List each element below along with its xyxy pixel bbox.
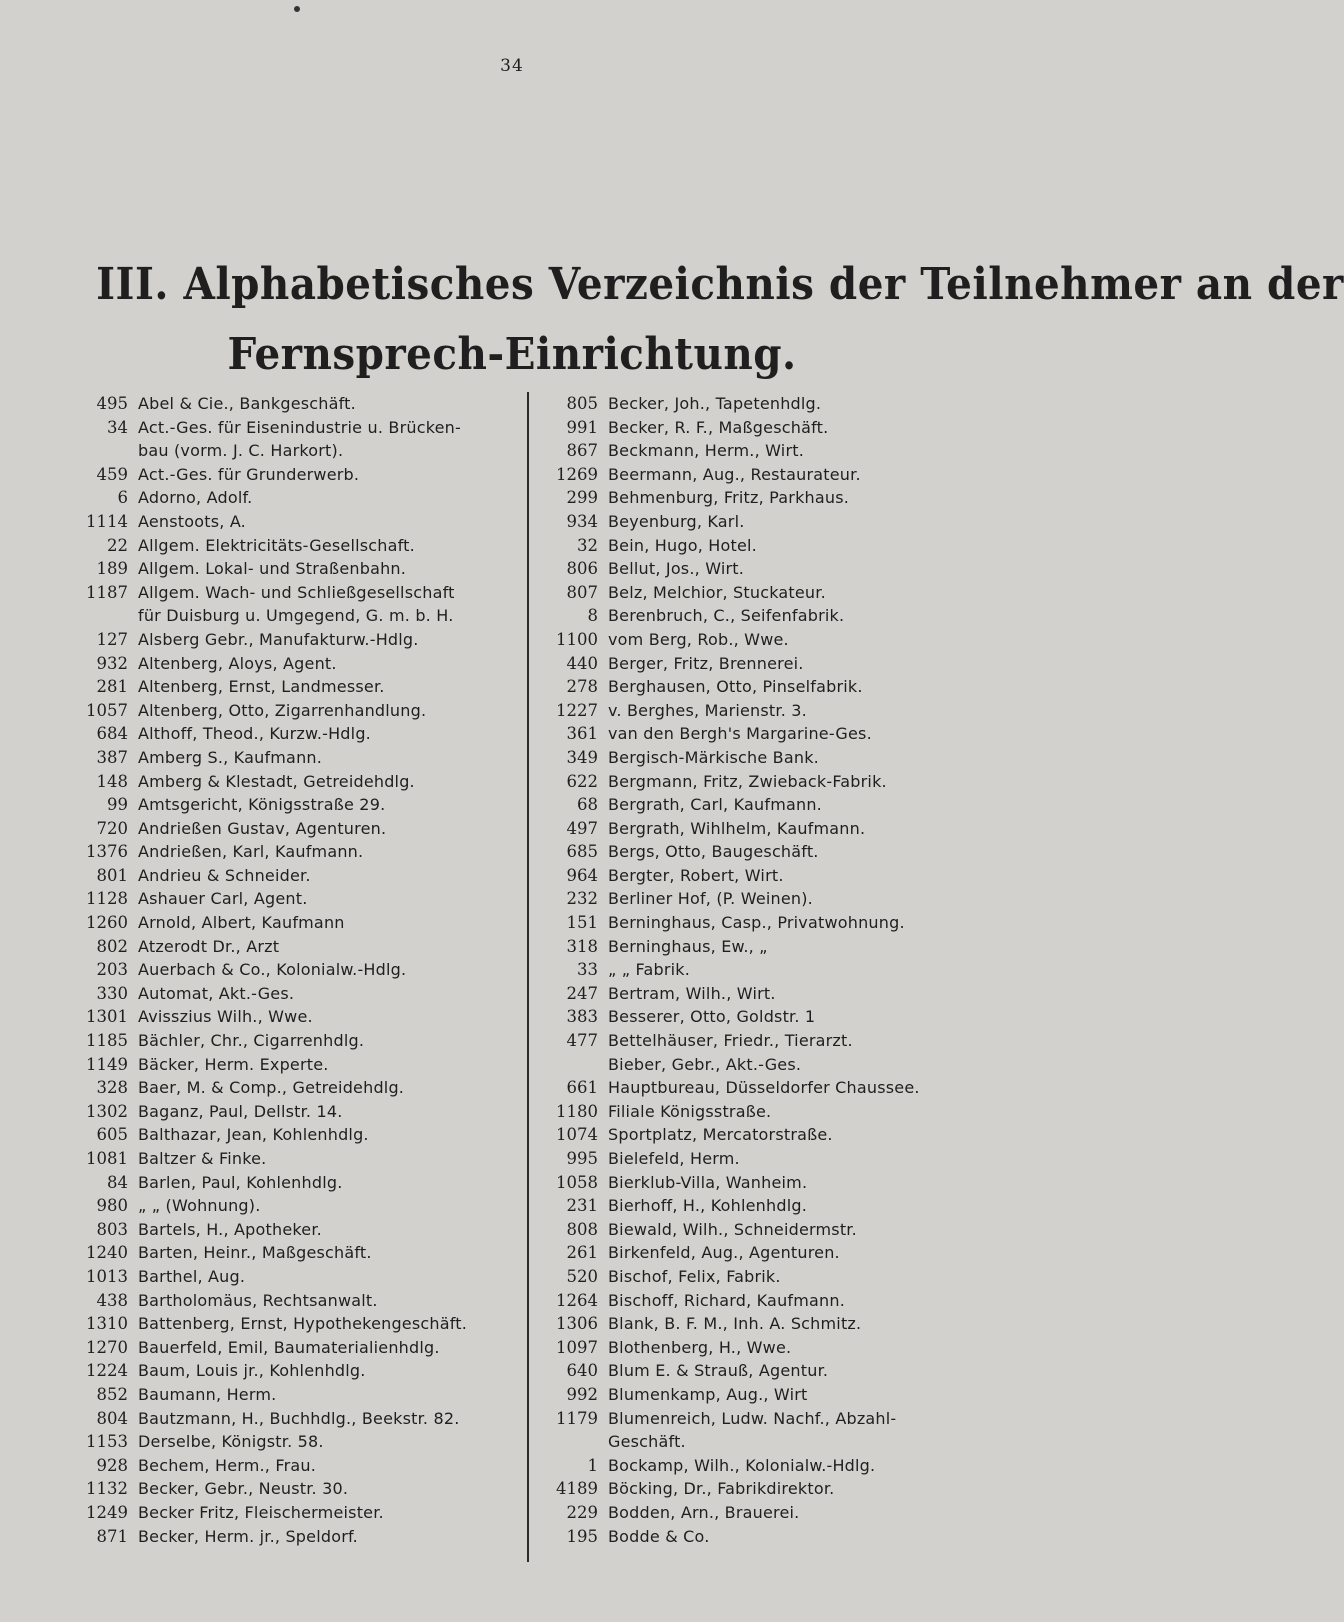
phone-number: 964: [566, 865, 598, 885]
directory-entry: [536, 1123, 986, 1147]
directory-entry: [70, 935, 522, 959]
subscriber-name: Bischof, Felix, Fabrik.: [608, 1266, 781, 1286]
phone-number: 1310: [86, 1314, 128, 1334]
phone-number: 8: [587, 606, 598, 626]
directory-entry: [70, 1194, 522, 1218]
subscriber-name: Bartholomäus, Rechtsanwalt.: [138, 1290, 378, 1310]
directory-entry: [536, 1029, 986, 1053]
phone-number: 261: [566, 1243, 598, 1263]
phone-number: 1132: [86, 1479, 128, 1499]
directory-entry: [536, 1194, 986, 1218]
subscriber-name: Bieber, Gebr., Akt.-Ges.: [608, 1054, 802, 1074]
phone-number: 1153: [86, 1432, 128, 1452]
phone-number: 1269: [556, 464, 598, 484]
subscriber-name: Geschäft.: [608, 1432, 686, 1452]
directory-entry: [70, 817, 522, 841]
subscriber-name: Blank, B. F. M., Inh. A. Schmitz.: [608, 1314, 862, 1334]
phone-number: 1149: [86, 1054, 128, 1074]
directory-entry: [70, 1289, 522, 1313]
phone-number: 328: [96, 1078, 128, 1098]
subscriber-name: Bein, Hugo, Hotel.: [608, 535, 757, 555]
phone-number: 189: [96, 559, 128, 579]
phone-number: 1128: [86, 889, 128, 909]
subscriber-name: Barthel, Aug.: [138, 1266, 246, 1286]
subscriber-name: Bergrath, Wihlhelm, Kaufmann.: [608, 818, 866, 838]
subscriber-name: Allgem. Elektricitäts-Gesellschaft.: [138, 535, 415, 555]
phone-number: 804: [96, 1408, 128, 1428]
phone-number: 195: [566, 1526, 598, 1546]
phone-number: 1100: [556, 629, 598, 649]
phone-number: 995: [566, 1149, 598, 1168]
phone-number: 477: [566, 1031, 598, 1051]
phone-number: 22: [107, 535, 128, 555]
phone-number: 387: [96, 747, 128, 767]
subscriber-name: Andrießen, Karl, Kaufmann.: [138, 842, 364, 862]
phone-number: 1: [587, 1455, 598, 1475]
subscriber-name: Bergisch-Märkische Bank.: [608, 747, 819, 767]
directory-entry: [536, 1312, 986, 1336]
title-line-1: III. Alphabetisches Verzeichnis der Teilnehmer an der: [96, 259, 1344, 310]
phone-number: 232: [566, 889, 598, 909]
directory-entry: [70, 1218, 522, 1242]
directory-entry: [536, 1477, 986, 1501]
phone-number: 640: [566, 1361, 598, 1381]
phone-number: 203: [96, 960, 128, 980]
directory-entry: [70, 1147, 522, 1171]
directory-entry: [70, 1171, 522, 1195]
directory-entry: [536, 958, 986, 982]
directory-entry: [536, 439, 986, 463]
subscriber-name: Altenberg, Aloys, Agent.: [138, 653, 337, 673]
subscriber-name: Bodden, Arn., Brauerei.: [608, 1502, 800, 1522]
phone-number: 1013: [86, 1266, 128, 1286]
subscriber-name: Behmenburg, Fritz, Parkhaus.: [608, 488, 850, 508]
subscriber-name: Baltzer & Finke.: [138, 1149, 267, 1168]
subscriber-name: Bockamp, Wilh., Kolonialw.-Hdlg.: [608, 1455, 876, 1475]
directory-entry: [536, 1241, 986, 1265]
directory-entry: [70, 439, 522, 463]
subscriber-name: „ „ (Wohnung).: [138, 1196, 261, 1216]
subscriber-name: Bautzmann, H., Buchhdlg., Beekstr. 82.: [138, 1408, 460, 1428]
subscriber-name: „ „ Fabrik.: [608, 960, 691, 980]
directory-entry: [536, 675, 986, 699]
directory-entry: [536, 1100, 986, 1124]
directory-entry: [536, 699, 986, 723]
directory-entry: [536, 581, 986, 605]
directory-entry: [70, 1265, 522, 1289]
subscriber-name: Baum, Louis jr., Kohlenhdlg.: [138, 1361, 366, 1381]
subscriber-name: Ashauer Carl, Agent.: [138, 889, 308, 909]
subscriber-name: Aenstoots, A.: [138, 511, 246, 531]
directory-entry: [70, 1407, 522, 1431]
phone-number: 1240: [86, 1243, 128, 1263]
subscriber-name: Bergter, Robert, Wirt.: [608, 865, 784, 885]
phone-number: 229: [566, 1502, 598, 1522]
subscriber-name: Böcking, Dr., Fabrikdirektor.: [608, 1479, 835, 1499]
subscriber-name: Amberg S., Kaufmann.: [138, 747, 323, 767]
subscriber-name: Avisszius Wilh., Wwe.: [138, 1007, 313, 1027]
phone-number: 440: [566, 653, 598, 673]
directory-entry: [70, 1477, 522, 1501]
subscriber-name: Becker, Gebr., Neustr. 30.: [138, 1479, 349, 1499]
directory-entry: [70, 1383, 522, 1407]
phone-number: 495: [96, 394, 128, 413]
subscriber-name: Barten, Heinr., Maßgeschäft.: [138, 1243, 372, 1263]
phone-number: 1249: [86, 1502, 128, 1522]
phone-number: 980: [96, 1196, 128, 1216]
subscriber-name: Altenberg, Otto, Zigarrenhandlung.: [138, 700, 427, 720]
phone-number: 520: [566, 1266, 598, 1286]
phone-number: 685: [566, 842, 598, 862]
column-divider: [527, 392, 529, 1562]
ink-speck: [294, 6, 300, 12]
subscriber-name: Becker Fritz, Fleischermeister.: [138, 1502, 384, 1522]
directory-entry: [70, 675, 522, 699]
phone-number: 928: [96, 1455, 128, 1475]
subscriber-name: Hauptbureau, Düsseldorfer Chaussee.: [608, 1078, 920, 1098]
subscriber-name: Bartels, H., Apotheker.: [138, 1219, 322, 1239]
title-line-2: Fernsprech-Einrichtung.: [227, 329, 797, 380]
directory-entry: [70, 1359, 522, 1383]
subscriber-name: Berghausen, Otto, Pinselfabrik.: [608, 677, 863, 697]
directory-entry: [70, 628, 522, 652]
phone-number: 934: [566, 511, 598, 531]
subscriber-name: Bauerfeld, Emil, Baumaterialienhdlg.: [138, 1337, 440, 1357]
directory-entry: [70, 1336, 522, 1360]
phone-number: 281: [96, 677, 128, 697]
phone-number: 807: [566, 582, 598, 602]
phone-number: 871: [96, 1526, 128, 1546]
phone-number: 803: [96, 1219, 128, 1239]
directory-entry: [70, 1005, 522, 1029]
phone-number: 1081: [86, 1149, 128, 1168]
subscriber-name: Derselbe, Königstr. 58.: [138, 1432, 324, 1452]
subscriber-name: Blumenreich, Ludw. Nachf., Abzahl-: [608, 1408, 897, 1428]
subscriber-name: Amberg & Klestadt, Getreidehdlg.: [138, 771, 415, 791]
phone-number: 231: [566, 1196, 598, 1216]
directory-entry: [536, 1218, 986, 1242]
phone-number: 1057: [86, 700, 128, 720]
phone-number: 1114: [86, 511, 128, 531]
subscriber-name: Besserer, Otto, Goldstr. 1: [608, 1007, 816, 1027]
directory-entry: [536, 840, 986, 864]
directory-entry: [70, 1076, 522, 1100]
subscriber-name: Berninghaus, Casp., Privatwohnung.: [608, 913, 905, 933]
subscriber-name: Baer, M. & Comp., Getreidehdlg.: [138, 1078, 405, 1098]
directory-entry: [536, 746, 986, 770]
phone-number: 1074: [556, 1125, 598, 1145]
directory-entry: [536, 534, 986, 558]
subscriber-name: Baganz, Paul, Dellstr. 14.: [138, 1101, 343, 1121]
directory-entry: [536, 463, 986, 487]
phone-number: 932: [96, 653, 128, 673]
left-column: [70, 392, 522, 1548]
directory-entry: [536, 1454, 986, 1478]
phone-number: 4189: [556, 1479, 598, 1499]
phone-number: 808: [566, 1219, 598, 1239]
directory-entry: [536, 1289, 986, 1313]
subscriber-name: Beyenburg, Karl.: [608, 511, 745, 531]
subscriber-name: Becker, Joh., Tapetenhdlg.: [608, 394, 822, 413]
directory-entry: [70, 534, 522, 558]
phone-number: 349: [566, 747, 598, 767]
directory-entry: [536, 770, 986, 794]
subscriber-name: Alsberg Gebr., Manufakturw.-Hdlg.: [138, 629, 419, 649]
subscriber-name: Abel & Cie., Bankgeschäft.: [138, 394, 356, 413]
phone-number: 1376: [86, 842, 128, 862]
subscriber-name: Beermann, Aug., Restaurateur.: [608, 464, 861, 484]
directory-entry: [536, 982, 986, 1006]
phone-number: 1270: [86, 1337, 128, 1357]
subscriber-name: Bodde & Co.: [608, 1526, 710, 1546]
subscriber-name: Automat, Akt.-Ges.: [138, 983, 295, 1003]
directory-entry: [536, 793, 986, 817]
subscriber-name: Belz, Melchior, Stuckateur.: [608, 582, 826, 602]
subscriber-name: Bielefeld, Herm.: [608, 1149, 740, 1168]
subscriber-name: Berliner Hof, (P. Weinen).: [608, 889, 813, 909]
subscriber-name: Becker, Herm. jr., Speldorf.: [138, 1526, 358, 1546]
directory-entry: [70, 887, 522, 911]
subscriber-name: Bellut, Jos., Wirt.: [608, 559, 745, 579]
section-title: [96, 250, 1344, 390]
directory-entry: [536, 1430, 986, 1454]
subscriber-name: Berninghaus, Ew., „: [608, 936, 768, 956]
directory-entry: [536, 652, 986, 676]
directory-entry: [70, 1430, 522, 1454]
directory-entry: [536, 1076, 986, 1100]
phone-number: 330: [96, 983, 128, 1003]
directory-entry: [536, 1383, 986, 1407]
directory-entry: [70, 1100, 522, 1124]
directory-entry: [70, 1525, 522, 1549]
subscriber-name: Barlen, Paul, Kohlenhdlg.: [138, 1172, 343, 1192]
subscriber-name: Bierklub-Villa, Wanheim.: [608, 1172, 808, 1192]
subscriber-name: Allgem. Lokal- und Straßenbahn.: [138, 559, 407, 579]
subscriber-name: Blothenberg, H., Wwe.: [608, 1337, 792, 1357]
phone-number: 867: [566, 441, 598, 461]
directory-entry: [70, 864, 522, 888]
phone-number: 459: [96, 464, 128, 484]
phone-number: 684: [96, 724, 128, 744]
phone-number: 1301: [86, 1007, 128, 1027]
directory-entry: [70, 604, 522, 628]
directory-entry: [70, 699, 522, 723]
directory-entry: [536, 1265, 986, 1289]
phone-number: 127: [96, 629, 128, 649]
subscriber-name: Amtsgericht, Königsstraße 29.: [138, 795, 386, 815]
phone-number: 34: [107, 417, 128, 437]
phone-number: 805: [566, 394, 598, 413]
subscriber-name: Altenberg, Ernst, Landmesser.: [138, 677, 385, 697]
directory-entry: [536, 604, 986, 628]
phone-number: 1185: [86, 1031, 128, 1051]
directory-entry: [70, 581, 522, 605]
phone-number: 438: [96, 1290, 128, 1310]
directory-entry: [536, 1005, 986, 1029]
directory-entry: [70, 840, 522, 864]
directory-entry: [536, 628, 986, 652]
phone-number: 1302: [86, 1101, 128, 1121]
directory-entry: [70, 1241, 522, 1265]
phone-number: 361: [566, 724, 598, 744]
subscriber-name: Arnold, Albert, Kaufmann: [138, 913, 345, 933]
subscriber-name: Bergrath, Carl, Kaufmann.: [608, 795, 822, 815]
directory-entry: [536, 510, 986, 534]
phone-number: 299: [566, 488, 598, 508]
directory-entry: [70, 958, 522, 982]
directory-entry: [536, 935, 986, 959]
directory-entry: [70, 1501, 522, 1525]
directory-entry: [70, 770, 522, 794]
subscriber-name: Battenberg, Ernst, Hypothekengeschäft.: [138, 1314, 468, 1334]
subscriber-name: Biewald, Wilh., Schneidermstr.: [608, 1219, 857, 1239]
phone-number: 801: [96, 865, 128, 885]
directory-entry: [536, 1501, 986, 1525]
phone-number: 661: [566, 1078, 598, 1098]
subscriber-name: Blum E. & Strauß, Agentur.: [608, 1361, 829, 1381]
phone-number: 1179: [556, 1408, 598, 1428]
phone-number: 1224: [86, 1361, 128, 1381]
directory-entry: [70, 486, 522, 510]
subscriber-name: Bischoff, Richard, Kaufmann.: [608, 1290, 845, 1310]
phone-number: 1264: [556, 1290, 598, 1310]
subscriber-name: van den Bergh's Margarine-Ges.: [608, 724, 872, 744]
subscriber-name: vom Berg, Rob., Wwe.: [608, 629, 789, 649]
phone-number: 1306: [556, 1314, 598, 1334]
subscriber-name: Bettelhäuser, Friedr., Tierarzt.: [608, 1031, 853, 1051]
directory-entry: [536, 864, 986, 888]
right-column: [536, 392, 986, 1548]
phone-number: 802: [96, 936, 128, 956]
phone-number: 605: [96, 1125, 128, 1145]
phone-number: 84: [107, 1172, 128, 1192]
phone-number: 33: [577, 960, 598, 980]
phone-number: 1260: [86, 913, 128, 933]
phone-number: 318: [566, 936, 598, 956]
subscriber-name: Sportplatz, Mercatorstraße.: [608, 1125, 833, 1145]
directory-entry: [536, 1147, 986, 1171]
subscriber-name: Atzerodt Dr., Arzt: [138, 936, 280, 956]
subscriber-name: Bechem, Herm., Frau.: [138, 1455, 317, 1475]
phone-number: 6: [117, 488, 128, 508]
directory-entry: [536, 1171, 986, 1195]
subscriber-name: Balthazar, Jean, Kohlenhdlg.: [138, 1125, 369, 1145]
phone-number: 1187: [86, 582, 128, 602]
directory-entry: [70, 1312, 522, 1336]
directory-entry: [70, 463, 522, 487]
directory-entry: [536, 1359, 986, 1383]
subscriber-name: Blumenkamp, Aug., Wirt: [608, 1384, 808, 1404]
directory-entry: [70, 510, 522, 534]
directory-entry: [70, 1454, 522, 1478]
subscriber-name: Act.-Ges. für Grunderwerb.: [138, 464, 360, 484]
subscriber-name: Filiale Königsstraße.: [608, 1101, 772, 1121]
directory-entry: [536, 557, 986, 581]
subscriber-name: Bierhoff, H., Kohlenhdlg.: [608, 1196, 807, 1216]
phone-number: 99: [107, 795, 128, 815]
phone-number: 806: [566, 559, 598, 579]
directory-entry: [70, 557, 522, 581]
phone-number: 622: [566, 771, 598, 791]
directory-entry: [536, 392, 986, 416]
subscriber-name: Bäcker, Herm. Experte.: [138, 1054, 329, 1074]
directory-entry: [536, 1525, 986, 1549]
directory-entry: [536, 416, 986, 440]
subscriber-name: für Duisburg u. Umgegend, G. m. b. H.: [138, 606, 454, 626]
subscriber-name: Baumann, Herm.: [138, 1384, 277, 1404]
directory-entry: [70, 911, 522, 935]
phone-number: 148: [96, 771, 128, 791]
phone-number: 247: [566, 983, 598, 1003]
directory-entry: [70, 416, 522, 440]
subscriber-name: Adorno, Adolf.: [138, 488, 253, 508]
directory-entry: [70, 652, 522, 676]
directory-entry: [70, 1029, 522, 1053]
directory-entry: [536, 486, 986, 510]
subscriber-name: Berger, Fritz, Brennerei.: [608, 653, 804, 673]
phone-number: 992: [566, 1384, 598, 1404]
directory-entry: [70, 1053, 522, 1077]
directory-entry: [70, 722, 522, 746]
directory-entry: [70, 793, 522, 817]
directory-entry: [536, 911, 986, 935]
subscriber-name: Birkenfeld, Aug., Agenturen.: [608, 1243, 840, 1263]
directory-entry: [536, 722, 986, 746]
phone-number: 720: [96, 818, 128, 838]
page-number: 34: [500, 56, 524, 76]
subscriber-name: Bergmann, Fritz, Zwieback-Fabrik.: [608, 771, 887, 791]
phone-number: 852: [96, 1384, 128, 1404]
subscriber-name: Bertram, Wilh., Wirt.: [608, 983, 776, 1003]
phone-number: 383: [566, 1007, 598, 1027]
directory-entry: [536, 817, 986, 841]
subscriber-name: v. Berghes, Marienstr. 3.: [608, 700, 807, 720]
phone-number: 1227: [556, 700, 598, 720]
subscriber-name: Berenbruch, C., Seifenfabrik.: [608, 606, 845, 626]
phone-number: 1058: [556, 1172, 598, 1192]
phone-number: 68: [577, 795, 598, 815]
phone-number: 1180: [556, 1101, 598, 1121]
subscriber-name: Bächler, Chr., Cigarrenhdlg.: [138, 1031, 365, 1051]
phone-number: 497: [566, 818, 598, 838]
directory-entry: [536, 1053, 986, 1077]
subscriber-name: Allgem. Wach- und Schließgesellschaft: [138, 582, 455, 602]
directory-entry: [536, 1407, 986, 1431]
subscriber-name: Andrießen Gustav, Agenturen.: [138, 818, 387, 838]
subscriber-name: Andrieu & Schneider.: [138, 865, 311, 885]
subscriber-name: Althoff, Theod., Kurzw.-Hdlg.: [138, 724, 371, 744]
directory-entry: [70, 746, 522, 770]
subscriber-name: Beckmann, Herm., Wirt.: [608, 441, 804, 461]
phone-number: 32: [577, 535, 598, 555]
phone-number: 1097: [556, 1337, 598, 1357]
directory-entry: [536, 1336, 986, 1360]
directory-entry: [70, 392, 522, 416]
directory-entry: [536, 887, 986, 911]
subscriber-name: Bergs, Otto, Baugeschäft.: [608, 842, 819, 862]
subscriber-name: Act.-Ges. für Eisenindustrie u. Brücken-: [138, 417, 461, 437]
phone-number: 151: [566, 913, 598, 933]
directory-entry: [70, 982, 522, 1006]
subscriber-name: bau (vorm. J. C. Harkort).: [138, 441, 344, 461]
subscriber-name: Becker, R. F., Maßgeschäft.: [608, 417, 829, 437]
directory-entry: [70, 1123, 522, 1147]
phone-number: 991: [566, 417, 598, 437]
phone-number: 278: [566, 677, 598, 697]
subscriber-name: Auerbach & Co., Kolonialw.-Hdlg.: [138, 960, 407, 980]
